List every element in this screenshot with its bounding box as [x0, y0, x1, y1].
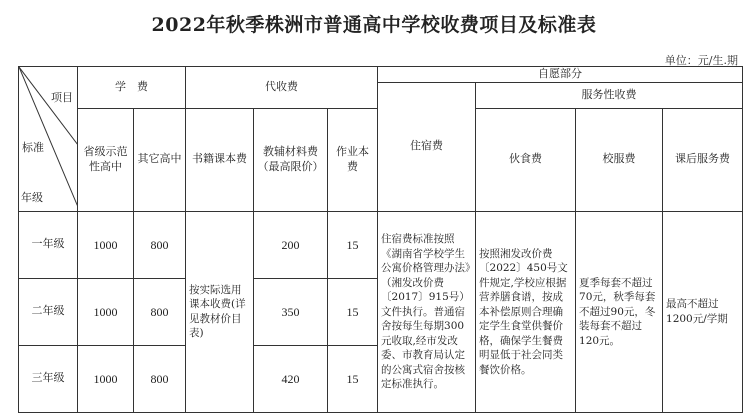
header-provincial: 省级示范性高中 [78, 108, 134, 211]
diagonal-header-cell [19, 67, 78, 212]
lodging-note: 住宿费标准按照《湖南省学校学生公寓价格管理办法》（湘发改价费〔2017〕915号）文件执行。普通宿舍按每生每期300元收取,经市发改委、市教育局认定的公寓式宿舍按核定标准执行。 [378, 211, 476, 412]
header-agency: 代收费 [186, 67, 378, 109]
unit-label: 单位：元/生.期 [664, 54, 738, 67]
materials-fee-cell: 350 [254, 278, 328, 345]
header-voluntary: 自愿部分 [378, 67, 743, 83]
provincial-fee-cell: 1000 [78, 278, 134, 345]
grade-cell: 三年级 [19, 345, 78, 412]
diag-label-project: 项目 [51, 91, 73, 104]
homework-fee-cell: 15 [328, 211, 378, 278]
header-materials: 教辅材料费（最高限价） [254, 108, 328, 211]
header-meals: 伙食费 [476, 108, 576, 211]
homework-fee-cell: 15 [328, 345, 378, 412]
uniform-note: 夏季每套不超过70元，秋季每套不超过90元，冬装每套不超过120元。 [576, 211, 663, 412]
other-fee-cell: 800 [134, 345, 186, 412]
header-books: 书籍课本费 [186, 108, 254, 211]
page-title: 2022年秋季株洲市普通高中学校收费项目及标准表 [151, 14, 597, 36]
materials-fee-cell: 420 [254, 345, 328, 412]
diagonal-lines [19, 67, 78, 207]
header-lodging: 住宿费 [378, 82, 476, 211]
header-service: 服务性收费 [476, 82, 743, 108]
table-row [19, 211, 743, 278]
diag-label-grade: 年级 [21, 191, 43, 204]
header-other: 其它高中 [134, 108, 186, 211]
header-uniform: 校服费 [576, 108, 663, 211]
header-afterschool: 课后服务费 [663, 108, 743, 211]
diag-label-standard: 标准 [22, 141, 44, 154]
other-fee-cell: 800 [134, 211, 186, 278]
header-row-1 [19, 67, 743, 83]
homework-fee-cell: 15 [328, 278, 378, 345]
grade-cell: 二年级 [19, 278, 78, 345]
other-fee-cell: 800 [134, 278, 186, 345]
header-homework: 作业本费 [328, 108, 378, 211]
provincial-fee-cell: 1000 [78, 211, 134, 278]
fee-table [18, 66, 743, 413]
books-note: 按实际选用课本收费(详见教材价目表) [186, 211, 254, 412]
provincial-fee-cell: 1000 [78, 345, 134, 412]
materials-fee-cell: 200 [254, 211, 328, 278]
header-tuition: 学 费 [78, 67, 186, 109]
meals-note: 按照湘发改价费〔2022〕450号文件规定,学校应根据营养膳食谱，按成本补偿原则合理确定学生食堂供餐价格，确保学生餐费明显低于社会同类餐饮价格。 [476, 211, 576, 412]
grade-cell: 一年级 [19, 211, 78, 278]
afterschool-note: 最高不超过1200元/学期 [663, 211, 743, 412]
